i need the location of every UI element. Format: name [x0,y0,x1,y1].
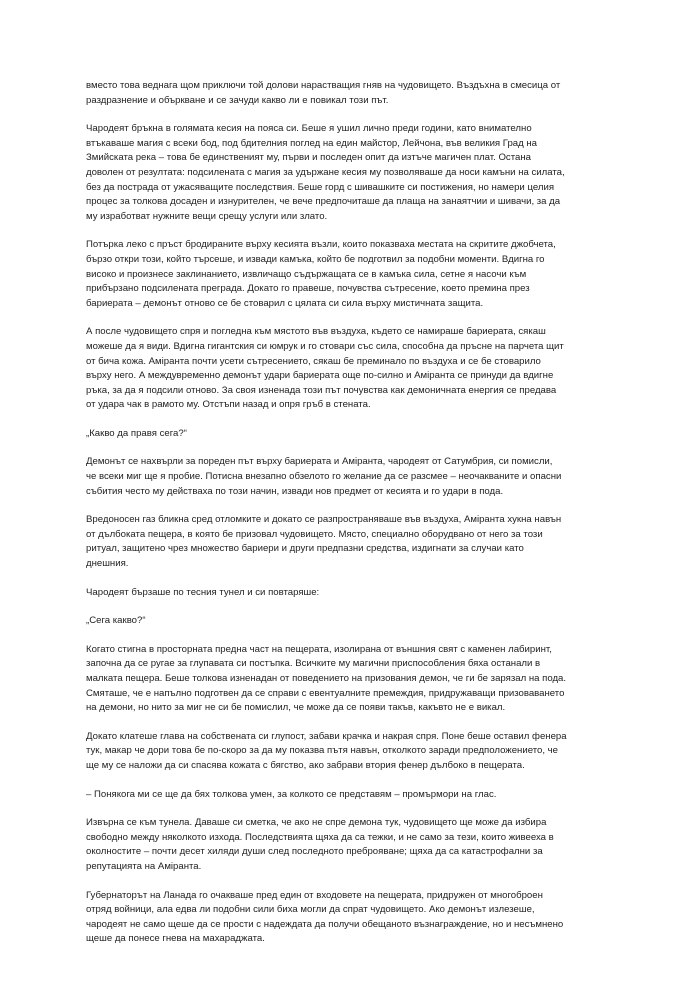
paragraph: Губернаторът на Ланада го очакваше пред един от входовете на пещерата, придружен от многоброен отряд войници, ала едва ли подобни сили биха могли да спрат чудовището. Ако демонът излезеше, чародеят не само щеше да се прости с надеждата да получи обещаното възнаграждение, но и несъмнено щеше да понесе гнева на махараджата. [86,889,564,945]
paragraph: Вредоносен газ бликна сред отломките и докато се разпространяваше във въздуха, Аміранта хукна навън от дълбоката пещера, в която бе призовал чудовището. Място, специално оборудвано от него за този ритуал, защитено чрез множество бариери и други предпазни средства, издигнати за случаи като днешния. [86,514,562,570]
paragraph: Демонът се нахвърли за пореден път върху бариерата и Аміранта, чародеят от Сатумбрия, си помисли, че всеки миг ще я пробие. Потисна внезапно обзелото го желание да се разсмее – неочакваните и опасни събития често му действаха по този начин, извади нов предмет от кесията и го удари в пода. [86,456,562,497]
paragraph: – Понякога ми се ще да бях толкова умен, за колкото се представям – промърмори на глас. [86,788,497,800]
page-body [86,79,618,961]
paragraph: Чародеят бързаше по тесния тунел и си повтаряше: [86,586,320,598]
paragraph: Когато стигна в просторната предна част на пещерата, изолирана от външния свят с каменен лабиринт, започна да се ругае за глупавата си постъпка. Всичките му магични приспособления бяха останали в малката пещера. Беше толкова изненадан от поведението на призования демон, че ги бе зарязал на пода. Смяташе, че е напълно подготвен да се справи с евентуалните премеждия, придружаващи призоваването на демони, но нито за миг не си бе помислил, че може да се появи такъв, какъвто не е викал. [86,643,567,714]
paragraph: „Сега какво?“ [86,615,146,627]
paragraph: Потърка леко с пръст бродираните върху кесията възли, които показваха местата на скритите джобчета, бързо откри този, който търсеше, и извади камъка, който бе подготвил за подобни моменти. Вдигна го високо и произнесе заклинанието, извличащо съдържащата се в камъка сила, сетне я насочи към прибързано подсилената преграда. Докато го правеше, почувства сътресение, което премина през бариерата – демонът отново се бе стоварил с цялата си сила върху мистичната защита. [86,239,556,309]
paragraph: вместо това веднага щом приключи той долови нарастващия гняв на чудовището. Въздъхна в смесица от раздразнение и объркване и се зачуди какво ли е повикал този път. [86,80,561,106]
paragraph: Докато клатеше глава на собствената си глупост, забави крачка и накрая спря. Поне беше оставил фенера тук, макар че дори това бе по-скоро за да му показва пътя навън, отколкото заради предположението, че ще му се наложи да си спасява кожата с бягство, ако забрави втория фенер дълбоко в пещерата. [86,730,567,771]
paragraph: „Какво да правя сега?“ [86,427,187,439]
paragraph: А после чудовището спря и погледна към мястото във въздуха, където се намираше бариерата, сякаш можеше да я види. Вдигна гигантския си юмрук и го стовари със сила, способна да пръсне на парчета щит от бича кожа. Аміранта почти усети сътресението, сякаш бе преминало по въздуха и се бе стоварило върху него. А междувременно демонът удари бариерата още по-силно и Аміранта се принуди да вдигне ръка, за да я подсили отново. За своя изненада този път почувства как демоничната енергия се предава от удара чак в рамото му. Отстъпи назад и опря гръб в стената. [86,326,564,411]
paragraph: Извърна се към тунела. Даваше си сметка, че ако не спре демона тук, чудовището ще може да избира свободно между няколкото изхода. Последствията щяха да са тежки, и не само за тези, които живееха в околностите – почти десет хиляди души след последното преброяване; щяха да са катастрофални за репутацията на Аміранта. [86,817,554,872]
paragraph: Чародеят бръкна в голямата кесия на пояса си. Беше я ушил лично преди години, като внимателно втъкаваше магия с всеки бод, под бдителния поглед на един майстор, Лейчона, във великия Град на Змийската река – това бе единственият му, първи и последен опит да изтъче магичен плат. Остана доволен от резултата: подсилената с магия за удържане кесия му позволяваше да носи камъни на силата, без да пострада от ужасяващите последствия. Беше горд с шивашките си постижения, но намери целия процес за толкова досаден и изнурителен, че вече предпочиташе да плаща на занаятчии и шивачи, за да му изработват нужните вещи срещу услуги или злато. [86,123,565,222]
